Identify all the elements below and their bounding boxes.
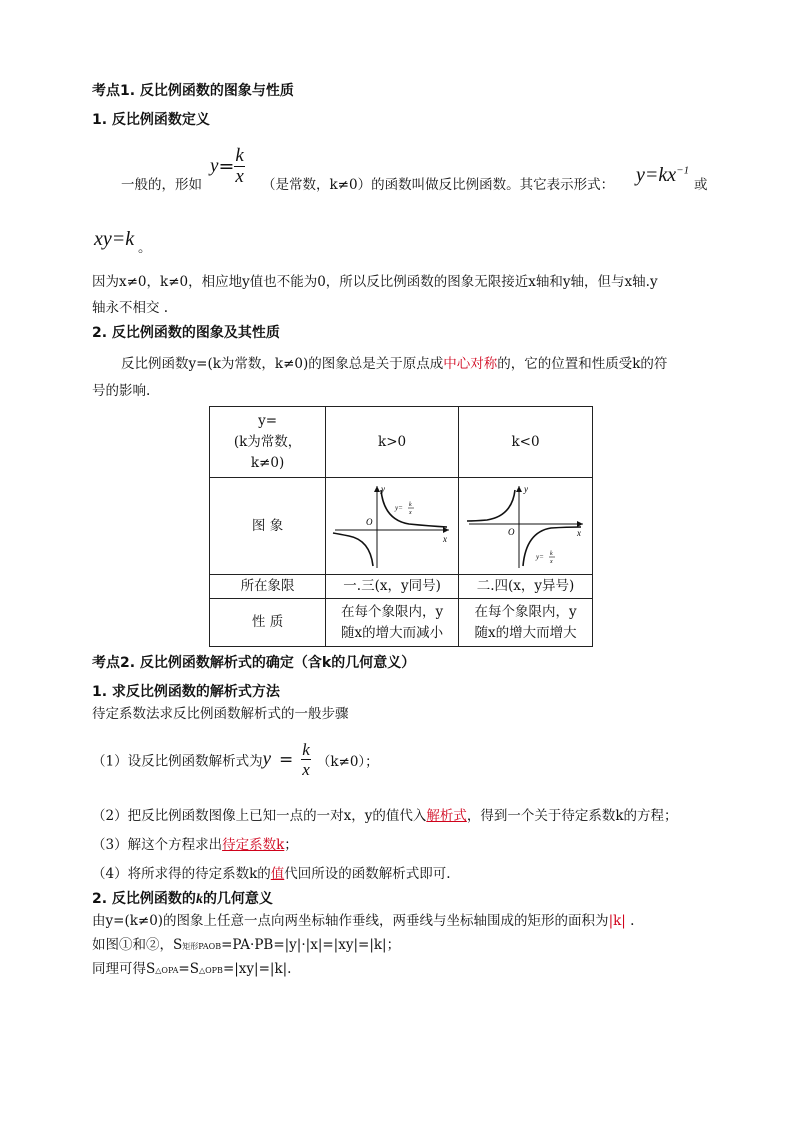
svg-text:k: k bbox=[549, 551, 553, 557]
graph-cell-k-negative bbox=[459, 478, 593, 575]
header-cell-k-negative: k<0 bbox=[459, 407, 593, 478]
step-4: （4）将所求得的待定系数k的值代回所设的函数解析式即可. bbox=[92, 866, 451, 882]
svg-text:O: O bbox=[366, 517, 373, 527]
header-cell-function: y= (k为常数， k≠0) bbox=[210, 407, 326, 478]
step-3: （3）解这个方程求出待定系数k； bbox=[92, 837, 298, 853]
header-cell-k-positive: k>0 bbox=[326, 407, 459, 478]
svg-text:x: x bbox=[576, 528, 581, 538]
k-geometry-line1: 由y=(k≠0)的图象上任意一点向两坐标轴作垂线，两垂线与坐标轴围成的矩形的面积为|k| . bbox=[92, 913, 635, 929]
row-label-quadrant: 所在象限 bbox=[210, 575, 326, 599]
svg-text:y=: y= bbox=[395, 504, 403, 512]
k-geometry-line2: 如图①和②，S矩形PAOB=PA·PB=|y|·|x|=|xy|=|k|； bbox=[92, 937, 401, 953]
link-undetermined-coefficient[interactable]: 待定系数k bbox=[222, 837, 285, 853]
central-symmetry-term: 中心对称 bbox=[443, 356, 498, 372]
svg-text:y: y bbox=[381, 484, 386, 494]
step-1: （1）设反比例函数解析式为y = $\frac{k}{x}$ （k≠0）； bbox=[92, 740, 379, 779]
svg-text:x: x bbox=[549, 559, 553, 565]
property-k-negative: 在每个象限内，y 随x的增大而增大 bbox=[459, 599, 593, 647]
method-heading: 1. 求反比例函数的解析式方法 bbox=[92, 684, 280, 700]
link-analytic-expression[interactable]: 解析式 bbox=[426, 808, 467, 824]
svg-text:x: x bbox=[443, 534, 448, 544]
graph-properties-heading: 2. 反比例函数的图象及其性质 bbox=[92, 325, 280, 341]
abs-k-highlight: |k| bbox=[608, 913, 626, 929]
section2-title: 考点2. 反比例函数解析式的确定（含k的几何意义） bbox=[92, 655, 416, 671]
hyperbola-graph-k-positive bbox=[329, 482, 455, 570]
alt-form-xy-eq-k: xy=k bbox=[94, 228, 135, 250]
k-geometry-line3: 同理可得S△OPA=S△OPB=|xy|=|k|. bbox=[92, 961, 292, 977]
graph-cell-k-positive bbox=[326, 478, 459, 575]
alt-form-period: 。 bbox=[138, 240, 152, 256]
symmetry-paragraph-line1: 反比例函数y=(k为常数，k≠0)的图象总是关于原点成中心对称的，它的位置和性质受k的符 bbox=[121, 356, 668, 372]
definition-or: 或 bbox=[694, 177, 708, 193]
properties-table bbox=[209, 406, 593, 647]
paragraph-asymptote-line1: 因为x≠0，k≠0，相应地y值也不能为0，所以反比例函数的图象无限接近x轴和y轴，但与x轴.y bbox=[92, 274, 658, 290]
svg-text:y=: y= bbox=[535, 553, 544, 561]
formula-y-eq-k-over-x: y= $\frac{k}{x}$ bbox=[210, 145, 244, 187]
svg-text:O: O bbox=[507, 527, 515, 537]
row-label-property: 性 质 bbox=[210, 599, 326, 647]
paragraph-asymptote-line2: 轴永不相交 . bbox=[92, 300, 169, 316]
svg-text:x: x bbox=[409, 510, 412, 516]
definition-middle: （是常数，k≠0）的函数叫做反比例函数。其它表示形式： bbox=[262, 177, 615, 193]
definition-prefix: 一般的，形如 bbox=[121, 177, 202, 193]
property-k-positive: 在每个象限内，y 随x的增大而减小 bbox=[326, 599, 459, 647]
svg-text:k: k bbox=[409, 502, 412, 508]
alt-form-kx-inverse: $y=kx^{-1}$ bbox=[636, 164, 690, 186]
method-intro: 待定系数法求反比例函数解析式的一般步骤 bbox=[92, 706, 349, 722]
hyperbola-graph-k-negative bbox=[463, 482, 589, 570]
svg-text:y: y bbox=[523, 484, 528, 494]
definition-heading: 1. 反比例函数定义 bbox=[92, 112, 210, 128]
step-2: （2）把反比例函数图像上已知一点的一对x，y的值代入解析式，得到一个关于待定系数k的方程； bbox=[92, 808, 678, 824]
link-value[interactable]: 值 bbox=[270, 866, 285, 882]
row-label-graph: 图 象 bbox=[210, 478, 326, 575]
k-geometry-heading: 2. 反比例函数的k的几何意义 bbox=[92, 891, 273, 907]
section1-title: 考点1. 反比例函数的图象与性质 bbox=[92, 83, 294, 99]
quadrant-k-negative: 二.四(x，y异号) bbox=[459, 575, 593, 599]
quadrant-k-positive: 一.三(x，y同号) bbox=[326, 575, 459, 599]
symmetry-paragraph-line2: 号的影响. bbox=[92, 383, 151, 399]
